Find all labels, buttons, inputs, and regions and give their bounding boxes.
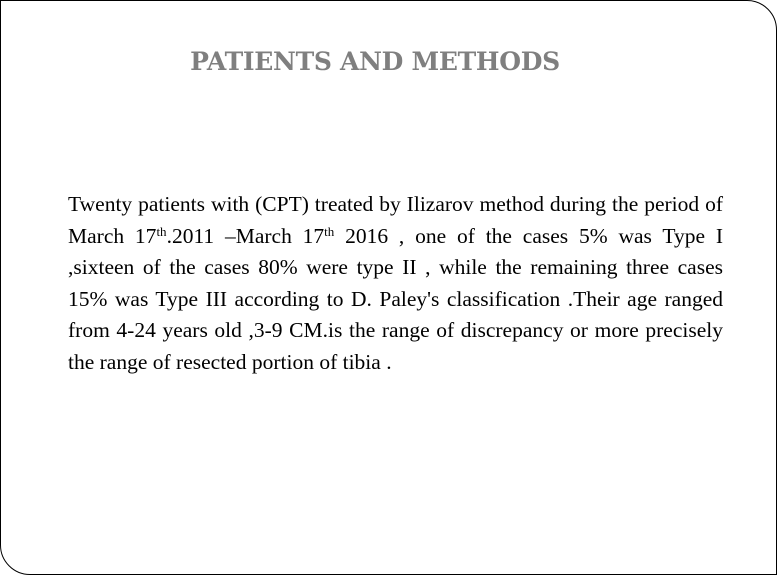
slide-title: PATIENTS AND METHODS bbox=[190, 47, 560, 76]
body-paragraph bbox=[68, 189, 723, 378]
paragraph-text-part3: 2016 , one of the cases 5% was Type I ,sixteen of the cases 80% were type II , while the remaining three cases 15% was Type III according to D. Paley's classification .Their age ranged from 4-24 years old ,3-9 CM.is the range of discrepancy or more precisely the range of resected portion of tibia . bbox=[68, 223, 723, 374]
paragraph-text-part1: Twenty patients with (CPT) treated by Ilizarov method during the period of March 17 bbox=[68, 192, 723, 248]
superscript-th-1: th bbox=[156, 223, 167, 239]
paragraph-text-part2: .2011 –March 17 bbox=[166, 223, 325, 248]
superscript-th-2: th bbox=[324, 223, 335, 239]
